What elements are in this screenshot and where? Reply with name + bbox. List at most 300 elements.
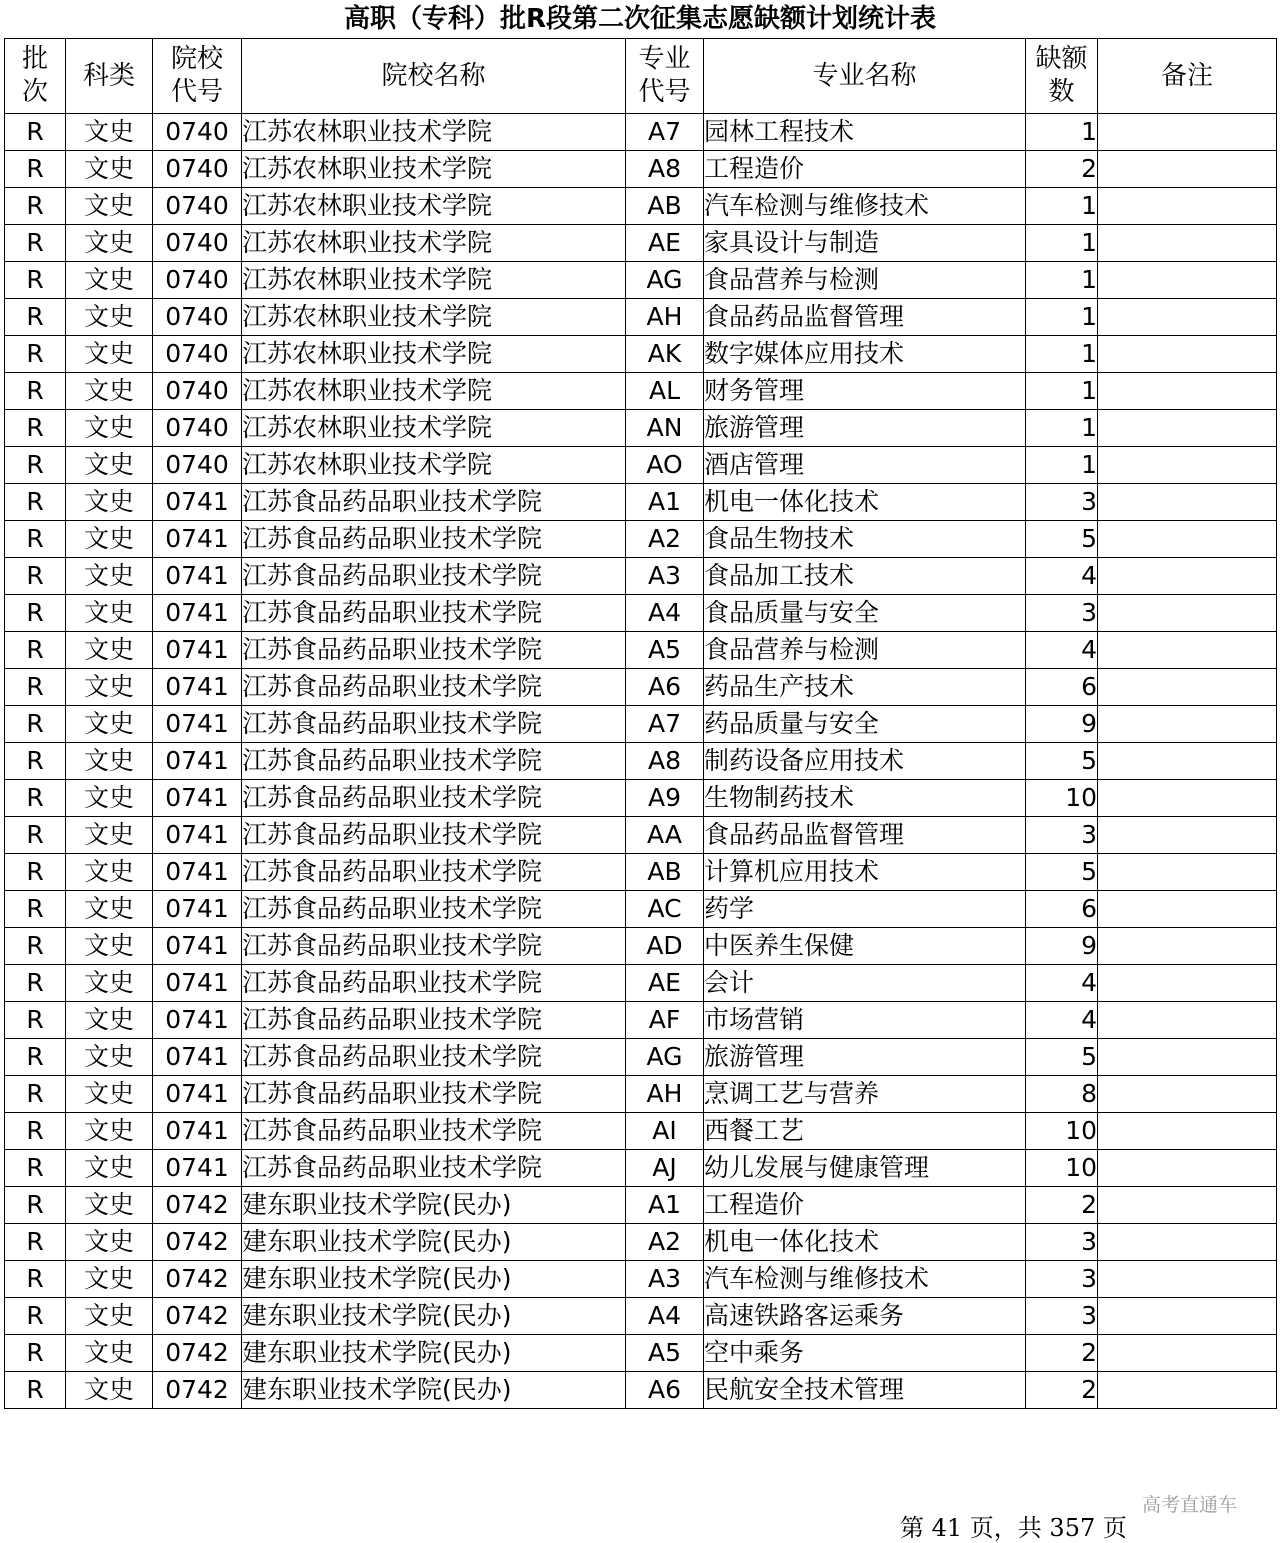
- cell-category: 文史: [66, 1113, 153, 1150]
- cell-major-name: 家具设计与制造: [704, 225, 1026, 262]
- cell-school-name: 江苏食品药品职业技术学院: [242, 706, 626, 743]
- cell-vacancy: 2: [1026, 1335, 1098, 1372]
- table-row: [5, 484, 1277, 521]
- cell-major-name: 财务管理: [704, 373, 1026, 410]
- cell-school-name: 江苏食品药品职业技术学院: [242, 817, 626, 854]
- cell-batch: R: [5, 595, 66, 632]
- cell-vacancy: 1: [1026, 336, 1098, 373]
- cell-category: 文史: [66, 891, 153, 928]
- cell-school-code: 0740: [153, 410, 242, 447]
- cell-batch: R: [5, 299, 66, 336]
- cell-major-name: 生物制药技术: [704, 780, 1026, 817]
- cell-major-name: 旅游管理: [704, 1039, 1026, 1076]
- table-row: [5, 299, 1277, 336]
- cell-remarks: [1098, 706, 1277, 743]
- cell-vacancy: 10: [1026, 780, 1098, 817]
- cell-category: 文史: [66, 225, 153, 262]
- cell-school-name: 江苏食品药品职业技术学院: [242, 780, 626, 817]
- cell-vacancy: 4: [1026, 632, 1098, 669]
- cell-school-code: 0741: [153, 484, 242, 521]
- cell-school-name: 江苏食品药品职业技术学院: [242, 595, 626, 632]
- cell-remarks: [1098, 336, 1277, 373]
- cell-category: 文史: [66, 262, 153, 299]
- cell-school-name: 建东职业技术学院(民办): [242, 1298, 626, 1335]
- cell-category: 文史: [66, 1039, 153, 1076]
- cell-school-code: 0740: [153, 373, 242, 410]
- cell-major-name: 食品生物技术: [704, 521, 1026, 558]
- cell-school-name: 江苏食品药品职业技术学院: [242, 965, 626, 1002]
- cell-batch: R: [5, 1335, 66, 1372]
- table-row: [5, 151, 1277, 188]
- cell-remarks: [1098, 780, 1277, 817]
- cell-batch: R: [5, 1224, 66, 1261]
- table-row: [5, 521, 1277, 558]
- cell-school-code: 0741: [153, 669, 242, 706]
- cell-vacancy: 4: [1026, 558, 1098, 595]
- cell-school-code: 0740: [153, 225, 242, 262]
- cell-major-name: 食品质量与安全: [704, 595, 1026, 632]
- cell-category: 文史: [66, 188, 153, 225]
- cell-school-code: 0741: [153, 891, 242, 928]
- cell-school-name: 江苏农林职业技术学院: [242, 225, 626, 262]
- table-row: [5, 1002, 1277, 1039]
- table-row: [5, 817, 1277, 854]
- cell-major-name: 食品营养与检测: [704, 262, 1026, 299]
- cell-major-code: AJ: [626, 1150, 704, 1187]
- cell-major-code: AK: [626, 336, 704, 373]
- cell-major-name: 数字媒体应用技术: [704, 336, 1026, 373]
- cell-major-code: A9: [626, 780, 704, 817]
- cell-remarks: [1098, 595, 1277, 632]
- cell-remarks: [1098, 1187, 1277, 1224]
- cell-major-name: 会计: [704, 965, 1026, 1002]
- table-row: [5, 1150, 1277, 1187]
- cell-major-name: 工程造价: [704, 151, 1026, 188]
- cell-major-code: AG: [626, 262, 704, 299]
- cell-remarks: [1098, 484, 1277, 521]
- cell-major-name: 机电一体化技术: [704, 484, 1026, 521]
- cell-remarks: [1098, 1372, 1277, 1409]
- cell-school-code: 0741: [153, 1002, 242, 1039]
- cell-major-name: 园林工程技术: [704, 114, 1026, 151]
- cell-school-code: 0741: [153, 817, 242, 854]
- cell-batch: R: [5, 558, 66, 595]
- cell-major-name: 空中乘务: [704, 1335, 1026, 1372]
- table-row: [5, 780, 1277, 817]
- cell-school-name: 江苏食品药品职业技术学院: [242, 1113, 626, 1150]
- cell-major-code: A6: [626, 1372, 704, 1409]
- cell-remarks: [1098, 373, 1277, 410]
- cell-school-code: 0741: [153, 965, 242, 1002]
- header-batch: [5, 39, 66, 114]
- cell-school-code: 0742: [153, 1187, 242, 1224]
- cell-batch: R: [5, 521, 66, 558]
- cell-major-code: AI: [626, 1113, 704, 1150]
- cell-vacancy: 2: [1026, 1372, 1098, 1409]
- cell-major-name: 计算机应用技术: [704, 854, 1026, 891]
- table-row: [5, 891, 1277, 928]
- cell-school-code: 0741: [153, 558, 242, 595]
- cell-vacancy: 3: [1026, 595, 1098, 632]
- cell-major-code: AG: [626, 1039, 704, 1076]
- cell-major-name: 食品加工技术: [704, 558, 1026, 595]
- cell-category: 文史: [66, 1002, 153, 1039]
- header-major-name: 专业名称: [704, 39, 1026, 114]
- cell-category: 文史: [66, 669, 153, 706]
- cell-school-name: 江苏食品药品职业技术学院: [242, 558, 626, 595]
- cell-major-name: 制药设备应用技术: [704, 743, 1026, 780]
- cell-major-name: 工程造价: [704, 1187, 1026, 1224]
- table-row: [5, 373, 1277, 410]
- cell-major-code: AE: [626, 965, 704, 1002]
- cell-vacancy: 9: [1026, 706, 1098, 743]
- table-row: [5, 669, 1277, 706]
- cell-batch: R: [5, 114, 66, 151]
- cell-batch: R: [5, 373, 66, 410]
- cell-school-name: 建东职业技术学院(民办): [242, 1261, 626, 1298]
- header-category: 科类: [66, 39, 153, 114]
- cell-school-code: 0741: [153, 780, 242, 817]
- header-remarks: 备注: [1098, 39, 1277, 114]
- cell-vacancy: 1: [1026, 188, 1098, 225]
- cell-school-name: 江苏农林职业技术学院: [242, 447, 626, 484]
- cell-school-code: 0741: [153, 1113, 242, 1150]
- table-row: [5, 262, 1277, 299]
- cell-remarks: [1098, 188, 1277, 225]
- cell-school-name: 江苏农林职业技术学院: [242, 373, 626, 410]
- cell-category: 文史: [66, 336, 153, 373]
- header-major-code: [626, 39, 704, 114]
- cell-major-code: AE: [626, 225, 704, 262]
- cell-major-code: A2: [626, 521, 704, 558]
- cell-remarks: [1098, 410, 1277, 447]
- cell-remarks: [1098, 225, 1277, 262]
- cell-remarks: [1098, 1261, 1277, 1298]
- cell-category: 文史: [66, 151, 153, 188]
- cell-major-name: 药品质量与安全: [704, 706, 1026, 743]
- cell-school-code: 0740: [153, 188, 242, 225]
- cell-remarks: [1098, 114, 1277, 151]
- header-school-code: [153, 39, 242, 114]
- table-row: [5, 1187, 1277, 1224]
- table-row: [5, 447, 1277, 484]
- cell-school-name: 江苏农林职业技术学院: [242, 262, 626, 299]
- page-number: 第 41 页，共 357 页: [900, 1514, 1127, 1542]
- cell-school-code: 0742: [153, 1261, 242, 1298]
- watermark: 高考直通车: [1142, 1494, 1238, 1516]
- cell-school-name: 江苏食品药品职业技术学院: [242, 1150, 626, 1187]
- cell-school-name: 江苏食品药品职业技术学院: [242, 1039, 626, 1076]
- cell-major-code: AL: [626, 373, 704, 410]
- cell-remarks: [1098, 1150, 1277, 1187]
- cell-school-code: 0740: [153, 336, 242, 373]
- cell-batch: R: [5, 447, 66, 484]
- cell-batch: R: [5, 632, 66, 669]
- header-batch-label: 批次: [21, 44, 48, 107]
- cell-batch: R: [5, 706, 66, 743]
- cell-major-name: 市场营销: [704, 1002, 1026, 1039]
- cell-vacancy: 5: [1026, 521, 1098, 558]
- cell-school-code: 0741: [153, 928, 242, 965]
- cell-vacancy: 5: [1026, 1039, 1098, 1076]
- header-row: [5, 39, 1277, 114]
- cell-major-name: 烹调工艺与营养: [704, 1076, 1026, 1113]
- cell-category: 文史: [66, 1261, 153, 1298]
- cell-major-code: A8: [626, 151, 704, 188]
- cell-category: 文史: [66, 299, 153, 336]
- cell-category: 文史: [66, 1150, 153, 1187]
- cell-school-name: 江苏农林职业技术学院: [242, 410, 626, 447]
- table-row: [5, 1261, 1277, 1298]
- cell-school-code: 0741: [153, 1150, 242, 1187]
- cell-remarks: [1098, 817, 1277, 854]
- cell-school-code: 0741: [153, 743, 242, 780]
- cell-school-name: 江苏食品药品职业技术学院: [242, 484, 626, 521]
- cell-major-name: 机电一体化技术: [704, 1224, 1026, 1261]
- cell-batch: R: [5, 262, 66, 299]
- cell-major-name: 药品生产技术: [704, 669, 1026, 706]
- cell-category: 文史: [66, 706, 153, 743]
- cell-vacancy: 9: [1026, 928, 1098, 965]
- cell-batch: R: [5, 484, 66, 521]
- cell-batch: R: [5, 743, 66, 780]
- cell-remarks: [1098, 891, 1277, 928]
- cell-category: 文史: [66, 1335, 153, 1372]
- cell-major-name: 汽车检测与维修技术: [704, 1261, 1026, 1298]
- cell-batch: R: [5, 669, 66, 706]
- cell-major-code: A1: [626, 1187, 704, 1224]
- cell-major-code: AO: [626, 447, 704, 484]
- cell-school-code: 0742: [153, 1224, 242, 1261]
- cell-category: 文史: [66, 114, 153, 151]
- table-row: [5, 1298, 1277, 1335]
- cell-school-name: 江苏农林职业技术学院: [242, 336, 626, 373]
- cell-school-code: 0742: [153, 1372, 242, 1409]
- cell-category: 文史: [66, 1372, 153, 1409]
- cell-major-name: 中医养生保健: [704, 928, 1026, 965]
- cell-major-code: A7: [626, 114, 704, 151]
- table-row: [5, 595, 1277, 632]
- cell-major-code: A3: [626, 1261, 704, 1298]
- cell-category: 文史: [66, 1076, 153, 1113]
- quota-table: [4, 38, 1277, 1409]
- cell-major-code: A2: [626, 1224, 704, 1261]
- cell-category: 文史: [66, 521, 153, 558]
- cell-category: 文史: [66, 965, 153, 1002]
- cell-major-name: 高速铁路客运乘务: [704, 1298, 1026, 1335]
- cell-major-code: AN: [626, 410, 704, 447]
- cell-school-code: 0741: [153, 595, 242, 632]
- cell-category: 文史: [66, 484, 153, 521]
- cell-vacancy: 10: [1026, 1150, 1098, 1187]
- cell-vacancy: 2: [1026, 151, 1098, 188]
- cell-school-name: 江苏食品药品职业技术学院: [242, 669, 626, 706]
- cell-vacancy: 6: [1026, 669, 1098, 706]
- cell-remarks: [1098, 928, 1277, 965]
- table-row: [5, 743, 1277, 780]
- cell-major-code: AB: [626, 854, 704, 891]
- cell-category: 文史: [66, 743, 153, 780]
- cell-major-name: 酒店管理: [704, 447, 1026, 484]
- cell-school-code: 0740: [153, 151, 242, 188]
- cell-vacancy: 4: [1026, 965, 1098, 1002]
- cell-remarks: [1098, 151, 1277, 188]
- cell-batch: R: [5, 225, 66, 262]
- cell-vacancy: 3: [1026, 1261, 1098, 1298]
- cell-major-name: 幼儿发展与健康管理: [704, 1150, 1026, 1187]
- cell-vacancy: 3: [1026, 484, 1098, 521]
- table-row: [5, 188, 1277, 225]
- cell-remarks: [1098, 632, 1277, 669]
- cell-batch: R: [5, 780, 66, 817]
- table-row: [5, 336, 1277, 373]
- cell-school-name: 江苏农林职业技术学院: [242, 188, 626, 225]
- table-row: [5, 1224, 1277, 1261]
- cell-batch: R: [5, 151, 66, 188]
- cell-school-name: 建东职业技术学院(民办): [242, 1224, 626, 1261]
- cell-remarks: [1098, 1076, 1277, 1113]
- cell-category: 文史: [66, 817, 153, 854]
- cell-major-code: A5: [626, 1335, 704, 1372]
- cell-major-code: A1: [626, 484, 704, 521]
- cell-school-code: 0741: [153, 706, 242, 743]
- cell-school-name: 建东职业技术学院(民办): [242, 1372, 626, 1409]
- cell-category: 文史: [66, 780, 153, 817]
- cell-category: 文史: [66, 632, 153, 669]
- cell-batch: R: [5, 928, 66, 965]
- cell-major-code: A4: [626, 1298, 704, 1335]
- table-row: [5, 114, 1277, 151]
- cell-vacancy: 2: [1026, 1187, 1098, 1224]
- cell-batch: R: [5, 854, 66, 891]
- cell-school-name: 建东职业技术学院(民办): [242, 1187, 626, 1224]
- cell-major-code: A4: [626, 595, 704, 632]
- cell-vacancy: 5: [1026, 854, 1098, 891]
- cell-category: 文史: [66, 854, 153, 891]
- cell-vacancy: 3: [1026, 1298, 1098, 1335]
- cell-vacancy: 1: [1026, 299, 1098, 336]
- cell-school-code: 0742: [153, 1335, 242, 1372]
- cell-batch: R: [5, 1372, 66, 1409]
- cell-school-name: 江苏食品药品职业技术学院: [242, 521, 626, 558]
- cell-batch: R: [5, 891, 66, 928]
- cell-remarks: [1098, 262, 1277, 299]
- cell-remarks: [1098, 669, 1277, 706]
- cell-vacancy: 4: [1026, 1002, 1098, 1039]
- header-major-code-label: 专业代号: [638, 44, 691, 107]
- cell-batch: R: [5, 1002, 66, 1039]
- table-row: [5, 706, 1277, 743]
- cell-school-code: 0741: [153, 854, 242, 891]
- cell-major-code: AH: [626, 299, 704, 336]
- cell-major-code: A8: [626, 743, 704, 780]
- page-title: 高职（专科）批R段第二次征集志愿缺额计划统计表: [343, 4, 937, 34]
- cell-major-name: 汽车检测与维修技术: [704, 188, 1026, 225]
- cell-remarks: [1098, 1298, 1277, 1335]
- cell-school-name: 江苏农林职业技术学院: [242, 151, 626, 188]
- table-row: [5, 1039, 1277, 1076]
- table-row: [5, 1372, 1277, 1409]
- table-row: [5, 1076, 1277, 1113]
- cell-major-name: 食品营养与检测: [704, 632, 1026, 669]
- cell-vacancy: 3: [1026, 817, 1098, 854]
- cell-school-name: 江苏农林职业技术学院: [242, 114, 626, 151]
- cell-remarks: [1098, 743, 1277, 780]
- cell-major-name: 食品药品监督管理: [704, 817, 1026, 854]
- cell-category: 文史: [66, 1187, 153, 1224]
- cell-remarks: [1098, 1113, 1277, 1150]
- cell-vacancy: 6: [1026, 891, 1098, 928]
- cell-remarks: [1098, 521, 1277, 558]
- cell-batch: R: [5, 965, 66, 1002]
- cell-school-code: 0740: [153, 262, 242, 299]
- cell-remarks: [1098, 965, 1277, 1002]
- cell-batch: R: [5, 1261, 66, 1298]
- cell-school-name: 江苏食品药品职业技术学院: [242, 854, 626, 891]
- cell-category: 文史: [66, 410, 153, 447]
- cell-batch: R: [5, 817, 66, 854]
- cell-category: 文史: [66, 595, 153, 632]
- cell-batch: R: [5, 1298, 66, 1335]
- cell-major-code: AH: [626, 1076, 704, 1113]
- cell-major-code: AF: [626, 1002, 704, 1039]
- cell-major-name: 民航安全技术管理: [704, 1372, 1026, 1409]
- cell-category: 文史: [66, 447, 153, 484]
- cell-vacancy: 10: [1026, 1113, 1098, 1150]
- cell-major-code: A3: [626, 558, 704, 595]
- cell-vacancy: 1: [1026, 262, 1098, 299]
- cell-major-name: 药学: [704, 891, 1026, 928]
- cell-major-code: A5: [626, 632, 704, 669]
- header-vacancy-label: 缺额数: [1035, 44, 1088, 107]
- header-school-code-label: 院校代号: [170, 44, 223, 107]
- cell-category: 文史: [66, 1298, 153, 1335]
- cell-vacancy: 1: [1026, 447, 1098, 484]
- cell-remarks: [1098, 447, 1277, 484]
- table-row: [5, 1113, 1277, 1150]
- cell-remarks: [1098, 1335, 1277, 1372]
- table-row: [5, 410, 1277, 447]
- cell-batch: R: [5, 410, 66, 447]
- cell-category: 文史: [66, 558, 153, 595]
- cell-vacancy: 1: [1026, 114, 1098, 151]
- cell-remarks: [1098, 1039, 1277, 1076]
- cell-remarks: [1098, 299, 1277, 336]
- cell-major-name: 旅游管理: [704, 410, 1026, 447]
- header-vacancy: [1026, 39, 1098, 114]
- cell-school-code: 0741: [153, 632, 242, 669]
- cell-school-name: 江苏食品药品职业技术学院: [242, 743, 626, 780]
- cell-vacancy: 3: [1026, 1224, 1098, 1261]
- table-row: [5, 558, 1277, 595]
- cell-batch: R: [5, 1150, 66, 1187]
- cell-vacancy: 1: [1026, 373, 1098, 410]
- cell-remarks: [1098, 854, 1277, 891]
- cell-remarks: [1098, 1002, 1277, 1039]
- cell-vacancy: 1: [1026, 410, 1098, 447]
- cell-vacancy: 8: [1026, 1076, 1098, 1113]
- cell-school-name: 江苏农林职业技术学院: [242, 299, 626, 336]
- cell-batch: R: [5, 188, 66, 225]
- table-row: [5, 225, 1277, 262]
- cell-major-name: 西餐工艺: [704, 1113, 1026, 1150]
- table-row: [5, 965, 1277, 1002]
- cell-major-code: A6: [626, 669, 704, 706]
- cell-school-name: 江苏食品药品职业技术学院: [242, 632, 626, 669]
- cell-major-code: A7: [626, 706, 704, 743]
- cell-batch: R: [5, 1113, 66, 1150]
- cell-school-code: 0740: [153, 447, 242, 484]
